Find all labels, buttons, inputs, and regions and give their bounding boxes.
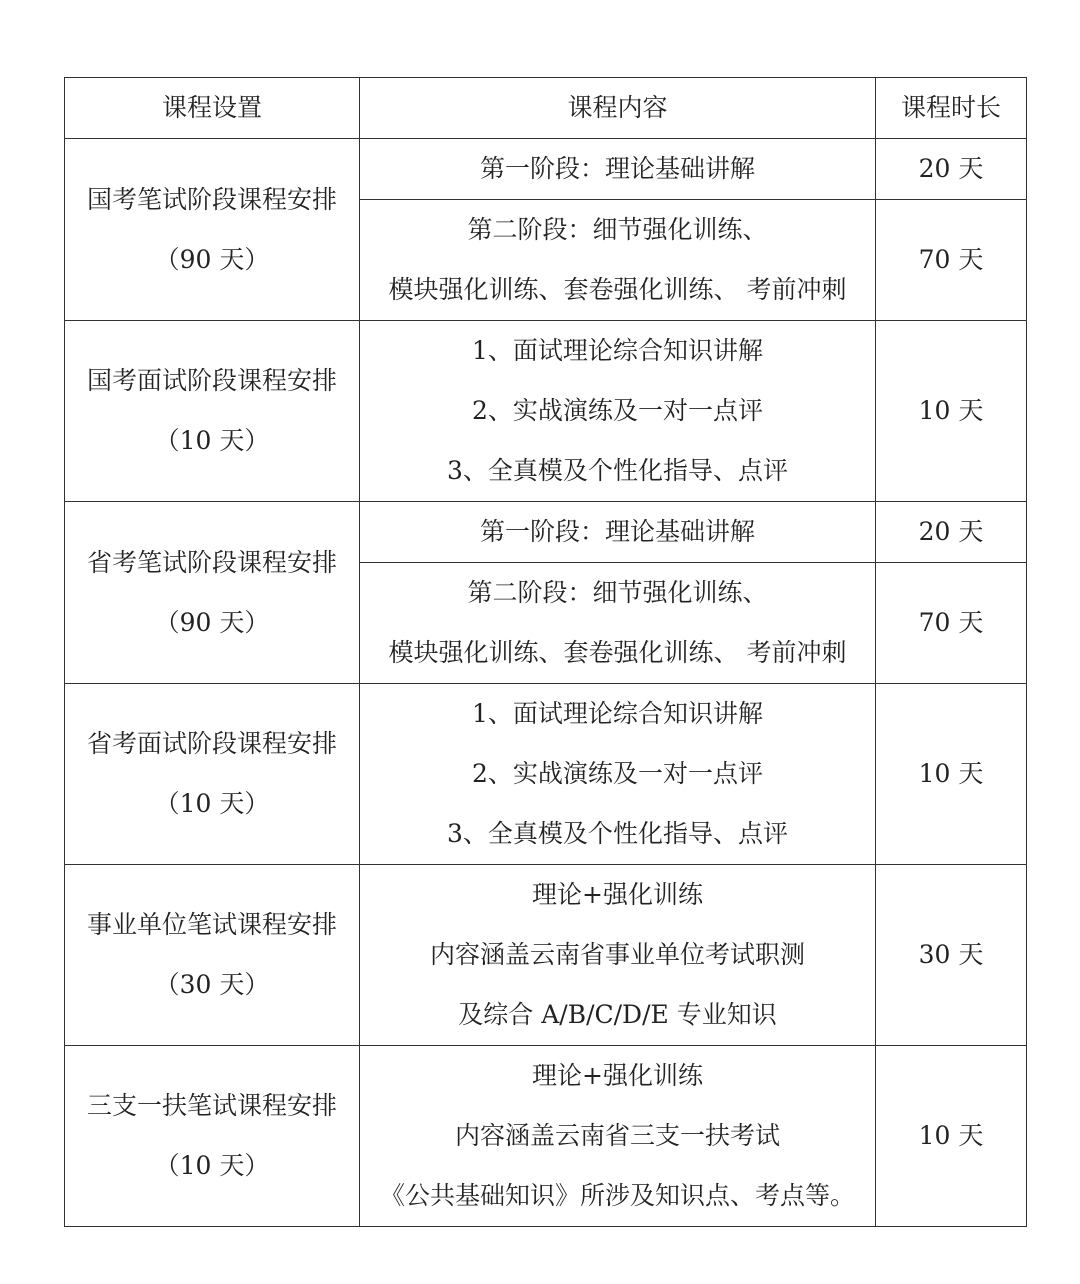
header-course-content: 课程内容	[360, 78, 876, 139]
course-duration-cell: 70 天	[876, 200, 1027, 321]
course-name: 省考笔试阶段课程安排	[86, 547, 337, 577]
course-content-line: 第一阶段：理论基础讲解	[479, 517, 755, 546]
table-row	[65, 321, 1027, 502]
course-content-line: 理论+强化训练	[532, 1061, 703, 1090]
course-schedule-table	[64, 77, 1027, 1227]
header-course-duration: 课程时长	[876, 78, 1027, 139]
course-name: 国考笔试阶段课程安排	[86, 184, 337, 214]
course-total-days: （10 天）	[154, 426, 270, 455]
course-total-days: （90 天）	[154, 244, 270, 274]
course-duration-cell: 30 天	[876, 865, 1027, 1046]
table-row	[65, 139, 1027, 200]
course-total-days: （10 天）	[154, 789, 270, 818]
table-header-row	[65, 78, 1027, 139]
course-content-line: 2、实战演练及一对一点评	[472, 759, 763, 788]
course-content-line: 第二阶段：细节强化训练、	[467, 215, 768, 244]
course-name: 事业单位笔试课程安排	[86, 910, 337, 939]
course-content-line: 第二阶段：细节强化训练、	[467, 578, 768, 607]
course-content-line: 《公共基础知识》所涉及知识点、考点等。	[379, 1181, 855, 1210]
course-setting-cell	[65, 1046, 360, 1227]
course-content-cell	[360, 321, 876, 502]
course-duration-cell: 20 天	[876, 502, 1027, 563]
course-content-cell	[360, 200, 876, 321]
course-setting-cell	[65, 321, 360, 502]
course-content-cell	[360, 139, 876, 200]
course-content-line: 3、全真模及个性化指导、点评	[447, 456, 788, 485]
course-content-cell	[360, 684, 876, 865]
course-total-days: （30 天）	[154, 970, 270, 999]
course-content-line: 第一阶段：理论基础讲解	[479, 154, 755, 183]
course-setting-cell	[65, 139, 360, 321]
course-content-line: 1、面试理论综合知识讲解	[472, 336, 763, 365]
course-content-line: 3、全真模及个性化指导、点评	[447, 819, 788, 848]
course-content-cell	[360, 502, 876, 563]
table-row	[65, 502, 1027, 563]
course-content-cell	[360, 865, 876, 1046]
course-content-line: 内容涵盖云南省三支一扶考试	[454, 1121, 780, 1150]
course-content-line: 1、面试理论综合知识讲解	[472, 699, 763, 728]
table-row	[65, 1046, 1027, 1227]
course-duration-cell: 10 天	[876, 684, 1027, 865]
course-setting-cell	[65, 684, 360, 865]
course-duration-cell: 70 天	[876, 563, 1027, 684]
course-duration-cell: 10 天	[876, 1046, 1027, 1227]
course-content-line: 模块强化训练、套卷强化训练、 考前冲刺	[388, 638, 847, 667]
course-duration-cell: 20 天	[876, 139, 1027, 200]
course-name: 三支一扶笔试课程安排	[86, 1091, 337, 1120]
course-name: 国考面试阶段课程安排	[86, 366, 337, 395]
table-row	[65, 865, 1027, 1046]
course-setting-cell	[65, 865, 360, 1046]
course-content-line: 内容涵盖云南省事业单位考试职测	[429, 940, 805, 969]
course-content-line: 2、实战演练及一对一点评	[472, 396, 763, 425]
course-total-days: （90 天）	[154, 607, 270, 637]
course-content-line: 及综合 A/B/C/D/E 专业知识	[458, 1000, 777, 1029]
course-content-line: 模块强化训练、套卷强化训练、 考前冲刺	[388, 275, 847, 304]
course-content-cell	[360, 563, 876, 684]
course-content-cell	[360, 1046, 876, 1227]
course-setting-cell	[65, 502, 360, 684]
course-content-line: 理论+强化训练	[532, 880, 703, 909]
course-duration-cell: 10 天	[876, 321, 1027, 502]
course-total-days: （10 天）	[154, 1151, 270, 1180]
header-course-setting: 课程设置	[65, 78, 360, 139]
table-row	[65, 684, 1027, 865]
course-name: 省考面试阶段课程安排	[86, 729, 337, 758]
